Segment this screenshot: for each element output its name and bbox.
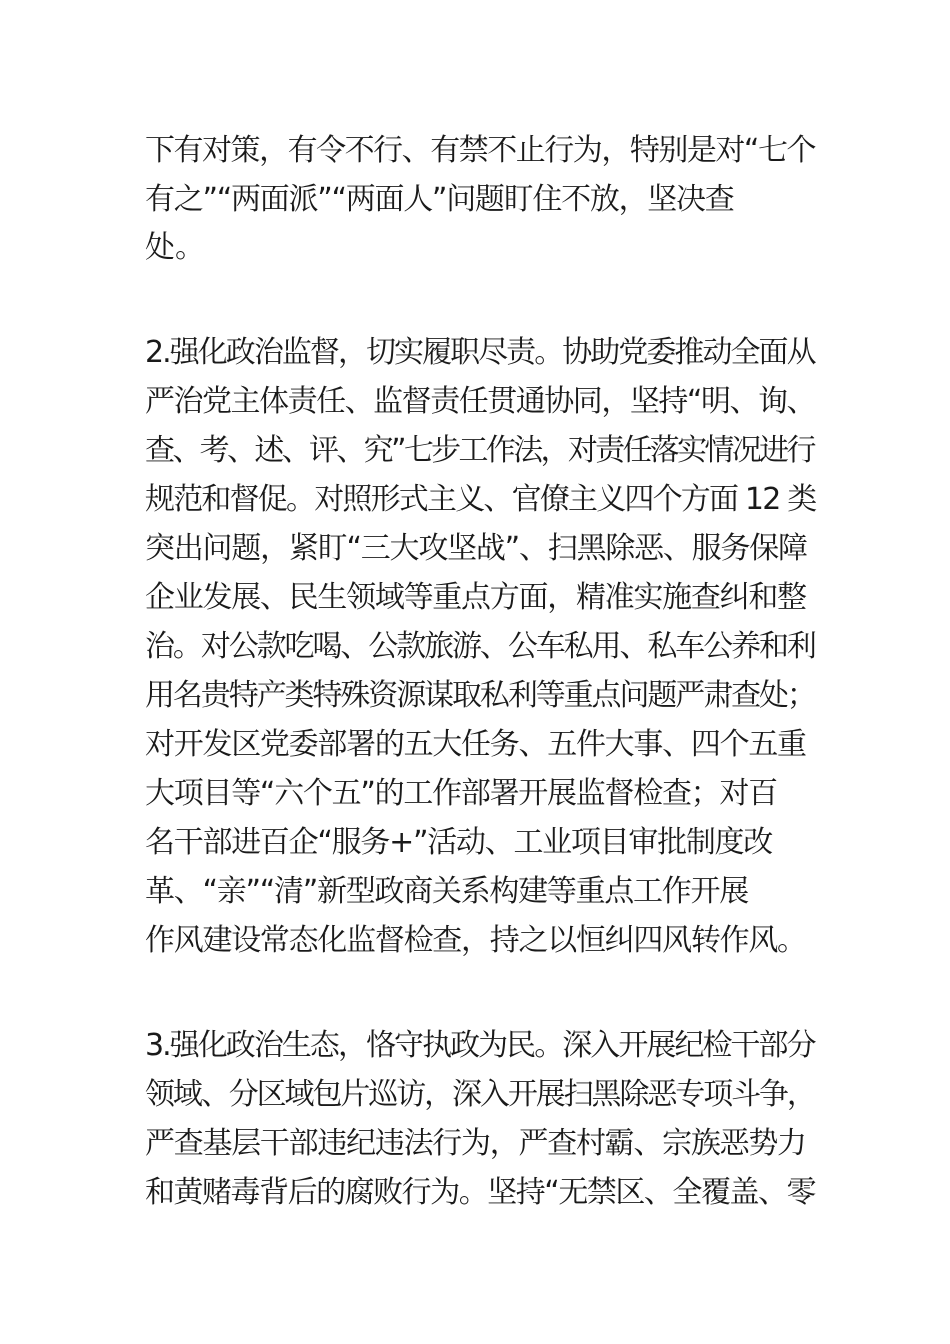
paragraph-line: 和黄赌毒背后的腐败行为。坚持“无禁区、全覆盖、零 xyxy=(145,1175,816,1210)
paragraph-line: 突出问题，紧盯“三大攻坚战”、扫黑除恶、服务保障 xyxy=(145,531,807,566)
paragraph-line: 查、考、述、评、究”七步工作法，对责任落实情况进行 xyxy=(145,433,814,468)
paragraph-line: 企业发展、民生领域等重点方面，精准实施查纠和整 xyxy=(145,580,806,615)
paragraph-line: 对开发区党委部署的五大任务、五件大事、四个五重 xyxy=(145,727,806,762)
paragraph-line: 名干部进百企“服务+”活动、工业项目审批制度改 xyxy=(145,825,773,860)
paragraph-line: 下有对策，有令不行、有禁不止行为，特别是对“七个 xyxy=(145,133,816,168)
paragraph-line: 规范和督促。对照形式主义、官僚主义四个方面 12 类 xyxy=(145,482,816,517)
paragraph-line: 有之”“两面派”“两面人”问题盯住不放，坚决查 xyxy=(145,182,734,217)
paragraph-line: 作风建设常态化监督检查，持之以恒纠四风转作风。 xyxy=(145,923,806,958)
paragraph-line: 严查基层干部违纪违法行为，严查村霸、宗族恶势力 xyxy=(145,1126,806,1161)
paragraph-line: 严治党主体责任、监督责任贯通协同，坚持“明、询、 xyxy=(145,384,816,419)
paragraph-line: 革、“亲”“清”新型政商关系构建等重点工作开展 xyxy=(145,874,748,909)
paragraph-line: 用名贵特产类特殊资源谋取私利等重点问题严肃查处； xyxy=(145,678,815,713)
paragraph-line: 大项目等“六个五”的工作部署开展监督检查；对百 xyxy=(145,776,777,811)
paragraph-line: 2.强化政治监督，切实履职尽责。协助党委推动全面从 xyxy=(145,335,815,370)
paragraph-line: 治。对公款吃喝、公款旅游、公车私用、私车公养和利 xyxy=(145,629,815,664)
paragraph-line: 3.强化政治生态，恪守执政为民。深入开展纪检干部分 xyxy=(145,1028,815,1063)
paragraph-line: 处。 xyxy=(145,230,205,265)
paragraph-line: 领域、分区域包片巡访，深入开展扫黑除恶专项斗争， xyxy=(145,1077,815,1112)
